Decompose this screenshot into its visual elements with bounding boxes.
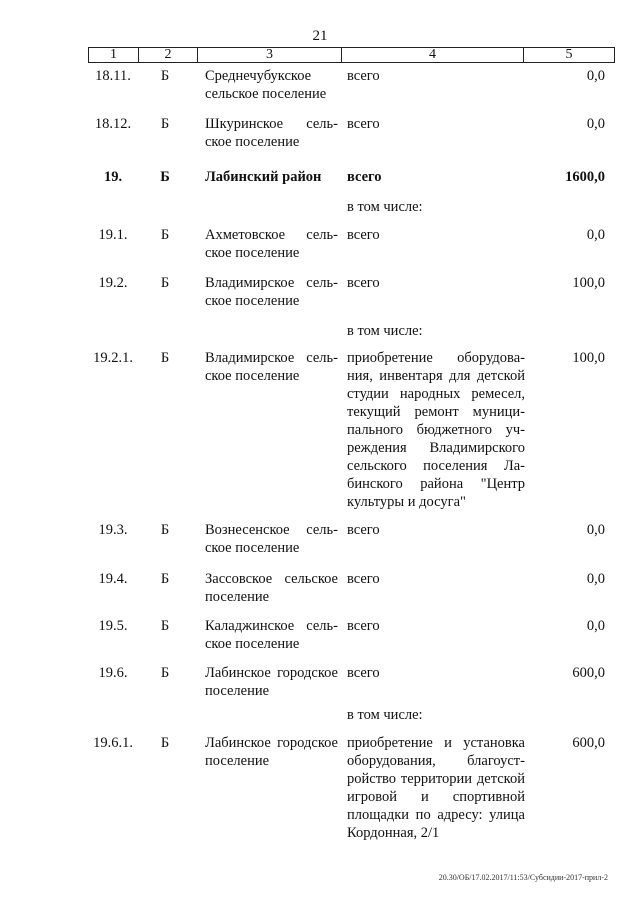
row-category: Б [160, 350, 170, 366]
row-number: 19.5. [98, 618, 128, 634]
row-settlement-name: Владимирское сельское поселение [205, 275, 338, 309]
row-category: Б [160, 735, 170, 751]
row-settlement-name: Лабинское городское поселение [205, 665, 338, 699]
column-header-3: 3 [198, 48, 342, 62]
including-label: в том числе: [347, 707, 423, 723]
column-header-1: 1 [89, 48, 139, 62]
column-header-row [88, 47, 615, 63]
row-purpose: приобретение оборудования, инвентаря для детской студии народных ремесел, текущий ремонт муниципального бюджетного учреждения Владимирского сельского поселения Лабинского района "Центр культуры и досуга" [347, 350, 525, 510]
row-category: Б [160, 275, 170, 291]
row-number: 19.6. [98, 665, 128, 681]
row-amount: 0,0 [586, 68, 605, 84]
row-amount: 0,0 [586, 116, 605, 132]
column-header-2: 2 [139, 48, 198, 62]
row-category: Б [160, 68, 170, 84]
including-label: в том числе: [347, 323, 423, 339]
row-category: Б [160, 227, 170, 243]
row-category: Б [160, 618, 170, 634]
row-settlement-name: Среднечубукское сельское поселение [205, 68, 327, 102]
row-number: 19.1. [98, 227, 128, 243]
row-amount: 100,0 [572, 350, 605, 366]
row-number: 19.2.1. [93, 350, 133, 366]
row-purpose: всего [347, 618, 380, 634]
row-amount: 1600,0 [565, 169, 605, 185]
row-amount: 100,0 [572, 275, 605, 291]
row-settlement-name: Лабинский район [205, 169, 322, 185]
row-purpose: всего [347, 665, 380, 681]
including-label: в том числе: [347, 199, 423, 215]
row-purpose: всего [347, 275, 380, 291]
row-amount: 0,0 [586, 227, 605, 243]
row-number: 18.12. [94, 116, 132, 132]
row-amount: 0,0 [586, 618, 605, 634]
row-purpose: всего [347, 522, 380, 538]
row-category: Б [160, 522, 170, 538]
row-settlement-name: Зассовское сельское поселение [205, 571, 338, 605]
row-number: 19.6.1. [93, 735, 133, 751]
row-purpose: всего [347, 571, 380, 587]
row-category: Б [160, 665, 170, 681]
row-number: 19.2. [98, 275, 128, 291]
row-number: 19.4. [98, 571, 128, 587]
row-settlement-name: Вознесенское сельское поселение [205, 522, 338, 556]
row-category: Б [160, 116, 170, 132]
row-purpose: всего [347, 227, 380, 243]
row-purpose: всего [347, 169, 382, 185]
row-purpose: всего [347, 68, 380, 84]
footer-code: 20.30/ОБ/17.02.2017/11:53/Субсидии-2017-прил-2 [438, 873, 608, 882]
row-settlement-name: Шкуринское сельское поселение [205, 116, 338, 150]
row-category: Б [160, 169, 170, 185]
row-amount: 600,0 [572, 665, 605, 681]
row-settlement-name: Ахметовское сельское поселение [205, 227, 338, 261]
row-number: 18.11. [95, 68, 131, 84]
page-number: 21 [312, 28, 328, 44]
row-number: 19.3. [98, 522, 128, 538]
row-settlement-name: Владимирское сельское поселение [205, 350, 338, 384]
row-number: 19. [103, 169, 123, 185]
row-amount: 0,0 [586, 571, 605, 587]
row-amount: 600,0 [572, 735, 605, 751]
column-header-5: 5 [565, 47, 573, 62]
row-settlement-name: Каладжинское сельское поселение [205, 618, 338, 652]
row-amount: 0,0 [586, 522, 605, 538]
row-purpose: приобретение и установка оборудования, благоустройство территории детской игровой и спортивной площадки по адресу: улица Кордонная, 2/1 [347, 735, 525, 841]
column-header-4: 4 [342, 48, 524, 62]
row-purpose: всего [347, 116, 380, 132]
row-settlement-name: Лабинское городское поселение [205, 735, 338, 769]
row-category: Б [160, 571, 170, 587]
